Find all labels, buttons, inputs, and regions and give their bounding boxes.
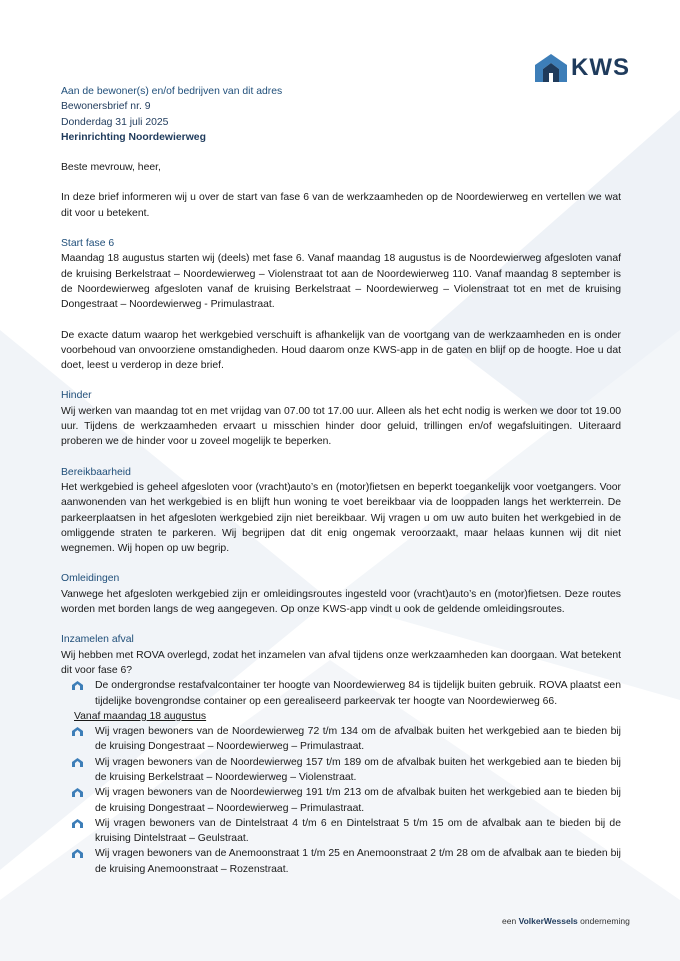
afval-paragraph: Wij hebben met ROVA overlegd, zodat het inzamelen van afval tijdens onze werkzaamheden kan doorgaan. Wat betekent dit voor fase 6? <box>61 649 621 676</box>
start-paragraph-1: Maandag 18 augustus starten wij (deels) met fase 6. Vanaf maandag 18 augustus is de Noordewierweg afgesloten vanaf de kruising Berkelstraat – Noordewierweg – Violenstraat tot aan de Noordewierweg 110. Vanaf maandag 8 september is de Noordewierweg afgesloten vanaf de kruising Berkelstraat – Noordewierweg – Violenstraat tot en met de kruising Dongestraat – Noordewierweg - Primulastraat. <box>61 253 621 311</box>
list-item: Wij vragen bewoners van de Anemoonstraat 1 t/m 25 en Anemoonstraat 2 t/m 28 om de afvalbak aan te bieden bij de kruising Anemoonstraat – Rozenstraat. <box>61 846 621 877</box>
list-item: Wij vragen bewoners van de Noordewierweg 157 t/m 189 om de afvalbak buiten het werkgebied aan te bieden bij de kruising Berkelstraat – Noordewierweg – Violenstraat. <box>61 755 621 786</box>
kws-logo-text: KWS <box>571 54 630 81</box>
heading-inzamelen-afval: Inzamelen afval <box>61 634 134 646</box>
salutation: Beste mevrouw, heer, <box>61 162 161 174</box>
bereikbaarheid-paragraph: Het werkgebied is geheel afgesloten voor (vracht)auto’s en (motor)fietsen en beperkt toegankelijk voor voetgangers. Voor aanwonenden van het werkgebied is en blijft hun woning te voet bereikbaar via de looppaden langs het werkterrein. De parkeerplaatsen in het afgesloten werkgebied zijn niet bereikbaar. Wij vragen u om uw auto buiten het werkgebied in de omliggende straten te parkeren. Wij begrijpen dat dit enig ongemak veroorzaakt, maar helaas kunnen wij dit niet wegnemen. Wij hopen op uw begrip. <box>61 481 621 555</box>
footer-suffix: onderneming <box>580 916 630 926</box>
kws-bullet-icon <box>71 680 84 691</box>
list-item: Wij vragen bewoners van de Noordewierweg 72 t/m 134 om de afvalbak buiten het werkgebied aan te bieden bij de kruising Dongestraat – Noordewierweg – Primulastraat. <box>61 724 621 755</box>
intro-paragraph: In deze brief informeren wij u over de start van fase 6 van de werkzaamheden op de Noordewierweg en vertellen we wat dit voor u betekent. <box>61 192 621 219</box>
kws-bullet-icon <box>71 757 84 768</box>
list-item: De ondergrondse restafvalcontainer ter hoogte van Noordewierweg 84 is tijdelijk buiten gebruik. ROVA plaatst een tijdelijke bovengrondse container op een gerealiseerd parkeervak ter hoogte van Noordewierweg 66. <box>61 678 621 709</box>
subheading-vanaf: Vanaf maandag 18 augustus <box>74 710 207 722</box>
letter-subject: Herinrichting Noordewierweg <box>61 131 206 143</box>
list-item: Wij vragen bewoners van de Noordewierweg 191 t/m 213 om de afvalbak buiten het werkgebied aan te bieden bij de kruising Dongestraat – Noordewierweg – Primulastraat. <box>61 785 621 816</box>
footer-company: VolkerWessels <box>518 916 578 926</box>
start-paragraph-2: De exacte datum waarop het werkgebied verschuift is afhankelijk van de voortgang van de werkzaamheden en is onder voorbehoud van onvoorziene omstandigheden. Houd daarom onze KWS-app in de gaten en blijf op de hoogte. Hoe u dat doet, leest u verderop in deze brief. <box>61 329 621 372</box>
omleidingen-paragraph: Vanwege het afgesloten werkgebied zijn er omleidingsroutes ingesteld voor (vracht)auto’s en (motor)fietsen. Deze routes worden met borden langs de weg aangegeven. Op onze KWS-app vindt u ook de geldende omleidingsroutes. <box>61 588 621 616</box>
letter-number: Bewonersbrief nr. 9 <box>61 101 151 113</box>
kws-bullet-icon <box>71 848 84 859</box>
afval-bullet-list-top <box>61 678 621 709</box>
kws-bullet-icon <box>71 787 84 798</box>
heading-hinder: Hinder <box>61 390 92 402</box>
addressee-line: Aan de bewoner(s) en/of bedrijven van dit adres <box>61 86 283 97</box>
kws-house-icon <box>533 52 569 84</box>
heading-start-fase: Start fase 6 <box>61 238 115 250</box>
footer-prefix: een <box>502 916 517 926</box>
heading-omleidingen: Omleidingen <box>61 573 120 585</box>
heading-bereikbaarheid: Bereikbaarheid <box>61 466 131 478</box>
letter-body <box>61 84 621 877</box>
footer-tagline <box>502 916 630 926</box>
kws-bullet-icon <box>71 726 84 737</box>
letter-date: Donderdag 31 juli 2025 <box>61 116 169 128</box>
kws-logo <box>533 50 633 86</box>
list-item: Wij vragen bewoners van de Dintelstraat 4 t/m 6 en Dintelstraat 5 t/m 15 om de afvalbak aan te bieden bij de kruising Dintelstraat – Geulstraat. <box>61 816 621 847</box>
kws-bullet-icon <box>71 818 84 829</box>
afval-bullet-list <box>61 724 621 877</box>
hinder-paragraph: Wij werken van maandag tot en met vrijdag van 07.00 tot 17.00 uur. Alleen als het echt nodig is werken we door tot 19.00 uur. Tijdens de werkzaamheden ervaart u misschien hinder door geluid, trillingen en/of wegafsluitingen. Uiteraard proberen we de hinder voor u zoveel mogelijk te beperken. <box>61 405 621 448</box>
